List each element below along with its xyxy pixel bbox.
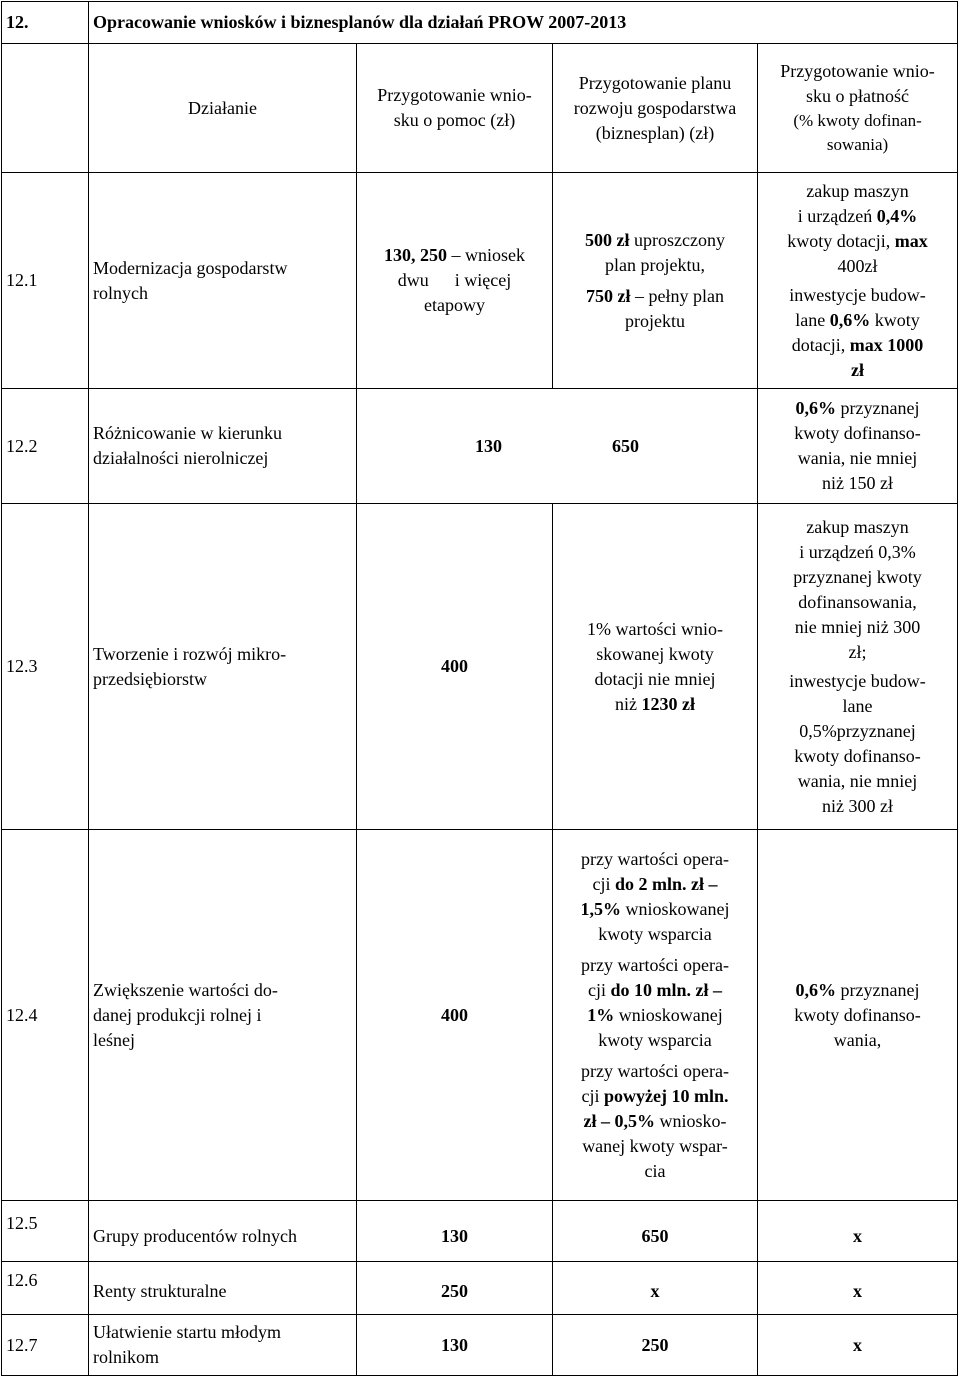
payment-text: przyznanej [840,398,920,418]
aid-text: i więcej [454,270,512,290]
plan-amount: 500 zł [585,229,630,250]
row-payment [758,389,958,504]
plan-text: wnioskowanej [625,898,730,919]
row-action-line: Modernizacja gospodarstw [93,257,288,278]
table-row [2,1315,958,1376]
header-plan-line: (biznesplan) (zł) [595,122,715,143]
table-row [2,1262,958,1315]
payment-text: 150 zł [848,473,894,493]
aid-value: 400 [441,1004,468,1025]
payment-text: wania, [833,1029,882,1050]
header-payment-line: sku o płatność [806,86,910,106]
plan-text: wanej kwoty wspar- [582,1135,728,1156]
header-action-label: Działanie [188,97,257,118]
plan-threshold: do 10 mln. zł – [610,979,722,1000]
payment-text: lane [795,309,826,330]
header-payment-line: sowania) [826,135,889,154]
row-aid [357,504,553,830]
header-plan-line: rozwoju gospodarstwa [573,97,737,118]
payment-text: niż [822,473,845,493]
payment-text: lane [842,695,873,716]
row-action: Grupy producentów rolnych [89,1201,357,1262]
row-number: 12.6 [2,1262,89,1315]
plan-percent: 1,5% [580,898,621,919]
payment-text: zakup maszyn [806,516,909,537]
row-action [89,1315,357,1376]
payment-text: niż 300 zł [822,795,894,816]
row-action-line: rolnikom [93,1347,159,1367]
header-action [89,44,357,173]
section-number: 12. [2,2,89,44]
row-number: 12.2 [2,389,89,504]
row-action [89,830,357,1201]
row-action-line: Tworzenie i rozwój mikro- [93,643,287,664]
payment-percent: 0,4% [876,205,918,226]
header-num-cell [2,44,89,173]
payment-text: dofinansowania, [798,591,917,612]
aid-text: wniosek [465,245,525,265]
row-action-line: danej produkcji rolnej i [93,1004,262,1025]
plan-threshold: do 2 mln. zł – [614,873,718,894]
plan-text: pełny plan [648,285,724,306]
payment-text: kwoty [874,309,920,330]
row-action [89,173,357,389]
row-action-line: Różnicowanie w kierunku [93,423,282,443]
plan-text: przy wartości opera- [581,848,729,869]
payment-text: wania, nie mniej [797,770,918,791]
plan-text: dotacji nie mniej [594,668,716,689]
payment-text: i urządzeń [797,205,873,226]
payment-text: kwoty dofinanso- [794,745,921,766]
row-action-line: rolnych [93,282,148,303]
row-aid: 250 [357,1262,553,1315]
title-row [2,2,958,44]
aid-amounts: 130, 250 [384,245,447,265]
row-number: 12.7 [2,1315,89,1376]
payment-text: inwestycje budow- [789,284,926,305]
header-row [2,44,958,173]
row-number: 12.3 [2,504,89,830]
row-plan: x [553,1262,758,1315]
plan-text: 1% wartości wnio- [587,618,723,639]
plan-text: cji [581,1085,600,1106]
payment-text: zł; [848,641,867,662]
row-payment [758,830,958,1201]
plan-text: cia [644,1160,666,1181]
payment-max: max 1000 [849,334,924,355]
section-title: Opracowanie wniosków i biznesplanów dla działań PROW 2007-2013 [89,2,958,44]
plan-amount: 750 zł [586,285,631,306]
payment-text: i urządzeń 0,3% [799,541,916,562]
plan-text: cji [587,979,606,1000]
row-action-line: działalności nierolniczej [93,448,269,468]
payment-text: zakup maszyn [806,180,909,201]
table-row [2,830,958,1201]
plan-text: przy wartości opera- [581,1060,729,1081]
table-row [2,173,958,389]
payment-text: inwestycje budow- [789,670,926,691]
plan-text: przy wartości opera- [581,954,729,975]
aid-value: 400 [441,656,468,676]
row-aid: 130 [357,1201,553,1262]
plan-text: cji [592,873,611,894]
plan-text: kwoty wsparcia [598,1029,712,1050]
aid-value: 130 [475,435,502,456]
payment-text: przyznanej [840,979,920,1000]
plan-threshold: powyżej 10 mln. [604,1085,729,1106]
plan-text: wniosko- [659,1110,727,1131]
row-action-line: leśnej [93,1029,135,1050]
payment-text: kwoty dotacji, [787,230,891,251]
payment-text: 400zł [837,255,878,276]
row-aid: 130 [357,1315,553,1376]
plan-text: projektu [625,310,685,331]
payment-percent: 0,6% [795,979,837,1000]
header-aid-line: sku o pomoc (zł) [393,110,516,130]
payment-text: dotacji, [791,334,846,355]
row-payment: x [758,1262,958,1315]
plan-value: 650 [612,435,639,456]
row-payment: x [758,1201,958,1262]
row-action-line: przedsiębiorstw [93,668,207,689]
row-payment: x [758,1315,958,1376]
header-payment-line: Przygotowanie wnio- [780,61,935,81]
plan-text: skowanej kwoty [596,643,714,664]
row-number: 12.1 [2,173,89,389]
payment-text: przyznanej kwoty [793,566,922,587]
header-plan-line: Przygotowanie planu [578,72,732,93]
price-table [1,1,958,1376]
row-number: 12.5 [2,1201,89,1262]
row-plan: 650 [553,1201,758,1262]
plan-amount: 1230 zł [641,693,695,714]
row-plan: 500 zł uproszczony plan projektu, 750 zł – pełny plan projektu [553,173,758,389]
payment-text: nie mniej niż 300 [794,616,921,637]
row-payment [758,173,958,389]
plan-text: plan projektu, [605,254,705,275]
plan-percent: zł – 0,5% [583,1110,655,1131]
plan-text: niż [615,693,637,714]
payment-percent: 0,6% [795,398,837,418]
row-payment [758,504,958,830]
aid-text: etapowy [424,295,485,315]
header-aid-line: Przygotowanie wnio- [377,85,532,105]
row-number: 12.4 [2,830,89,1201]
row-aid [357,830,553,1201]
row-action [89,504,357,830]
row-action-line: Ułatwienie startu młodym [93,1322,281,1342]
payment-max: max [894,230,928,251]
plan-percent: 1% [587,1004,615,1025]
row-action-line: Zwiększenie wartości do- [93,979,278,1000]
payment-text: kwoty dofinanso- [794,423,921,443]
payment-text: wania, nie mniej [797,448,918,468]
header-payment-line: (% kwoty dofinan- [793,111,922,130]
payment-text: zł [851,359,865,380]
plan-text: wnioskowanej [618,1004,723,1025]
row-action [89,389,357,504]
header-payment [758,44,958,173]
payment-percent: 0,6% [829,309,871,330]
plan-text: kwoty wsparcia [598,923,712,944]
row-plan [553,830,758,1201]
row-action: Renty strukturalne [89,1262,357,1315]
row-aid-plan [357,389,758,504]
table-row [2,1201,958,1262]
header-aid [357,44,553,173]
aid-text: dwu [397,270,429,290]
plan-text: uproszczony [634,229,725,250]
table-row [2,389,958,504]
row-plan [553,504,758,830]
payment-text: kwoty dofinanso- [794,1004,921,1025]
table-row [2,504,958,830]
header-plan [553,44,758,173]
row-plan: 250 [553,1315,758,1376]
row-aid: 130, 250 – wniosek dwu i więcej etapowy [357,173,553,389]
payment-text: 0,5%przyznanej [799,720,916,741]
